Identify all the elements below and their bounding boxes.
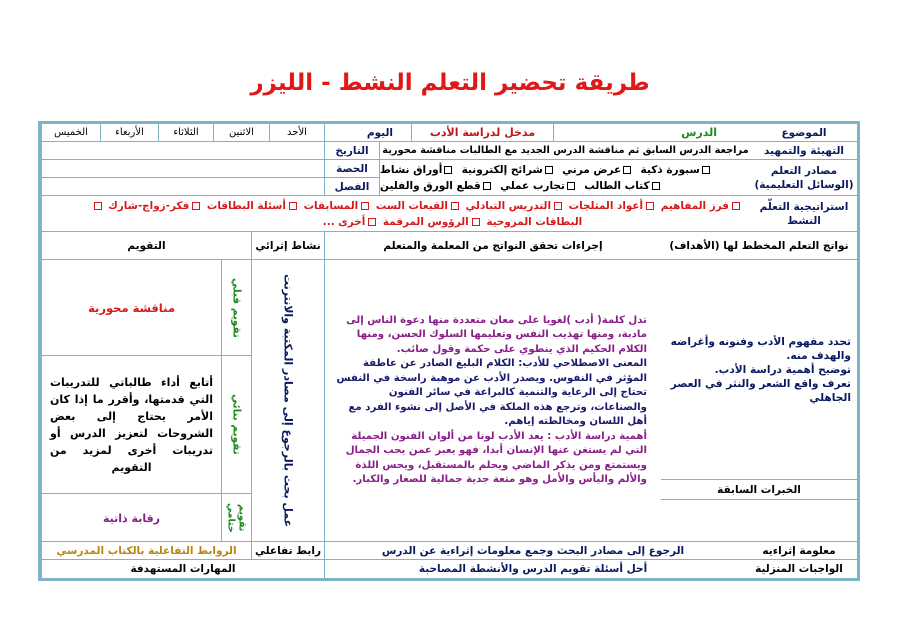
strategy-label-line1: استراتيجية التعلّم <box>759 200 849 213</box>
lesson-label-cell <box>553 124 751 141</box>
row-footer-2 <box>41 560 857 578</box>
row-strategies <box>41 196 857 232</box>
checkbox-icon[interactable] <box>545 166 553 174</box>
strategy-option: التدريس التبادلي <box>465 199 552 212</box>
skills-label: المهارات المستهدفة <box>41 560 324 578</box>
interactive-value[interactable]: الروابط التفاعلية بالكتاب المدرسي <box>41 542 251 559</box>
checkbox-icon[interactable] <box>472 218 480 226</box>
period-label: الحصة <box>324 160 379 178</box>
lesson-value: مدخل لدراسة الأدب <box>411 124 553 141</box>
formative-assessment-label: تقويم بنائي <box>230 394 243 455</box>
strategy-option: فكر-زواج-شارك <box>108 199 190 212</box>
source-option: كتاب الطالب <box>584 179 650 192</box>
class-value <box>41 178 324 196</box>
source-option: تجارب عملي <box>500 179 565 192</box>
checkbox-icon[interactable] <box>646 202 654 210</box>
procedures-paragraph-3: أهمية دراسة الأدب : يعد الأدب لونا من ألوان الفنون الجميلة التي لم يستغن عنها الإنسان أبدا، فهو يعبر عمن يحب الجمال ويستمتع ومن يذكر الماضي ويحلم بالمستقبل، ويحس اللذة والألم واليأس والأمل وهو متعة جدية جمالية للصغار والكبار. <box>345 430 647 485</box>
sources-line2 <box>380 178 662 194</box>
checkbox-icon[interactable] <box>451 202 459 210</box>
source-option: أوراق نشاط <box>380 163 443 176</box>
homework-value: أحل أسئلة تقويم الدرس والأنشطة المصاحبة <box>324 560 741 578</box>
final-assessment-value: رقابة ذاتية <box>41 494 221 542</box>
day-thursday: الخميس <box>41 124 100 141</box>
enrichment-text: عمل بحث بالرجوع إلى مصادر المكتبة والانترنت <box>281 273 295 528</box>
pre-assessment-label: تقويم قبلي <box>230 277 243 338</box>
formative-assessment-value: أتابع أداء طالباتي للتدريبات التي قدمتها، وأقرر ما إذا كان الأمر يحتاج إلى بعض الشروحات لتعزيز الدرس أو تدريبات أخرى لمزيد من التقويم <box>50 375 213 474</box>
prior-experience-value <box>661 500 857 542</box>
row-main <box>41 260 857 542</box>
row-intro <box>41 142 857 160</box>
strategy-option: الرؤوس المرقمة <box>382 215 469 228</box>
homework-label: الواجبات المنزلية <box>755 563 843 575</box>
strategy-option: فرز المفاهيم <box>660 199 729 212</box>
row-subject <box>41 124 857 142</box>
lesson-plan-table <box>38 121 860 581</box>
checkbox-icon[interactable] <box>623 166 631 174</box>
source-option: سبورة ذكية <box>640 163 700 176</box>
strategy-label <box>751 196 857 231</box>
checkbox-icon[interactable] <box>732 202 740 210</box>
procedures-paragraph-1: تدل كلمة( أدب )لغويا على معان متعددة منها دعوة الناس إلى مادبة، ومنها تهذيب النفس وتعليمها السلوك الحسن، ومنها الكلام الحكيم الذي ينطوي على حكمة وقول صائب. <box>346 314 647 355</box>
checkbox-icon[interactable] <box>289 202 297 210</box>
sources-options <box>379 160 751 195</box>
strategy-option: البطاقات المروحية <box>486 215 583 228</box>
outcomes-cell <box>661 260 857 480</box>
subject-label: الموضوع <box>781 126 827 139</box>
strategy-option: أسئلة البطاقات <box>206 199 286 212</box>
final-assessment-label: تقويم ختامي <box>225 503 248 533</box>
prior-experience-label: الخبرات السابقة <box>661 480 857 500</box>
checkbox-icon[interactable] <box>94 202 102 210</box>
row-footer-1 <box>41 542 857 560</box>
day-tuesday: الثلاثاء <box>158 124 213 141</box>
checkbox-icon[interactable] <box>444 166 452 174</box>
enrichment-cell <box>251 260 324 541</box>
class-label: الفصل <box>324 178 379 196</box>
outcomes-header: نواتج التعلم المخطط لها (الأهداف) <box>669 239 849 252</box>
sources-label-line1: مصادر التعلم <box>770 164 838 177</box>
interactive-label: رابط تفاعلي <box>251 542 324 559</box>
intro-label: التهيئة والتمهيد <box>763 144 845 157</box>
row-sources <box>41 160 857 196</box>
pre-assessment-value: مناقشة محورية <box>41 260 221 356</box>
final-assessment-label-cell <box>221 494 251 542</box>
page-title: طريقة تحضير التعلم النشط - الليزر <box>250 70 650 96</box>
date-value <box>41 142 324 159</box>
checkbox-icon[interactable] <box>368 218 376 226</box>
day-monday: الاثنين <box>213 124 269 141</box>
enrichment-header: نشاط إثرائي <box>251 232 324 259</box>
checkbox-icon[interactable] <box>567 182 575 190</box>
procedures-cell <box>324 260 661 541</box>
checkbox-icon[interactable] <box>652 182 660 190</box>
procedures-paragraph-2: المعنى الاصطلاحي للأدب: الكلام البليغ الصادر عن عاطفة المؤثر في النفوس. ويصدر الأدب عن موهبة راسخة في النفس تحتاج إلى الرعاية والتنمية كالبراعة في سائر الفنون والصناعات، وترجع هذه الملكة في الأصل إلى نشوء الفرد مع أهل اللسان ومخالطته إياهم. <box>336 358 647 427</box>
day-wednesday: الأربعاء <box>100 124 158 141</box>
row-headers <box>41 232 857 260</box>
sources-line1 <box>380 162 712 178</box>
lesson-label: الدرس <box>681 126 717 139</box>
strategies-line2 <box>42 214 743 230</box>
strategies-line1 <box>42 198 743 214</box>
strategy-label-line2: النشط <box>787 214 821 227</box>
enrich-info-value: الرجوع إلى مصادر البحث وجمع معلومات إثراءية عن الدرس <box>324 542 741 559</box>
source-option: قطع الورق والفلين <box>380 179 481 192</box>
date-label: التاريخ <box>324 142 379 159</box>
checkbox-icon[interactable] <box>483 182 491 190</box>
checkbox-icon[interactable] <box>361 202 369 210</box>
formative-assessment-label-cell <box>221 356 251 494</box>
checkbox-icon[interactable] <box>702 166 710 174</box>
checkbox-icon[interactable] <box>554 202 562 210</box>
sources-label-line2: (الوسائل التعليمية) <box>754 178 854 191</box>
procedures-header: إجراءات تحقق النواتج من المعلمة والمتعلم <box>324 232 661 259</box>
pre-assessment-label-cell <box>221 260 251 356</box>
intro-value: مراجعة الدرس السابق ثم مناقشة الدرس الجديد مع الطالبات مناقشة محورية <box>379 142 751 159</box>
assessment-header: التقويم <box>41 232 251 259</box>
formative-assessment-cell <box>41 356 221 494</box>
checkbox-icon[interactable] <box>192 202 200 210</box>
strategy-option: المسابقات <box>303 199 359 212</box>
strategy-option: أخرى ... <box>322 215 366 228</box>
period-value <box>41 160 324 178</box>
strategy-option: القبعات الست <box>375 199 448 212</box>
outcomes-text: تحدد مفهوم الأدب وفنونه وأغراضه والهدف منه. توضيح أهمية دراسة الأدب. تعرف واقع الشعر والنثر في العصر الجاهلي <box>670 335 851 404</box>
source-option: شرائح إلكترونية <box>461 163 543 176</box>
day-sunday: الأحد <box>269 124 324 141</box>
sources-label <box>751 160 857 195</box>
day-label: اليوم <box>324 124 411 141</box>
strategy-options <box>41 196 751 231</box>
strategy-option: أعواد المثلجات <box>568 199 644 212</box>
source-option: عرض مرني <box>562 163 622 176</box>
enrich-info-label: معلومة إثراءيه <box>762 544 836 557</box>
